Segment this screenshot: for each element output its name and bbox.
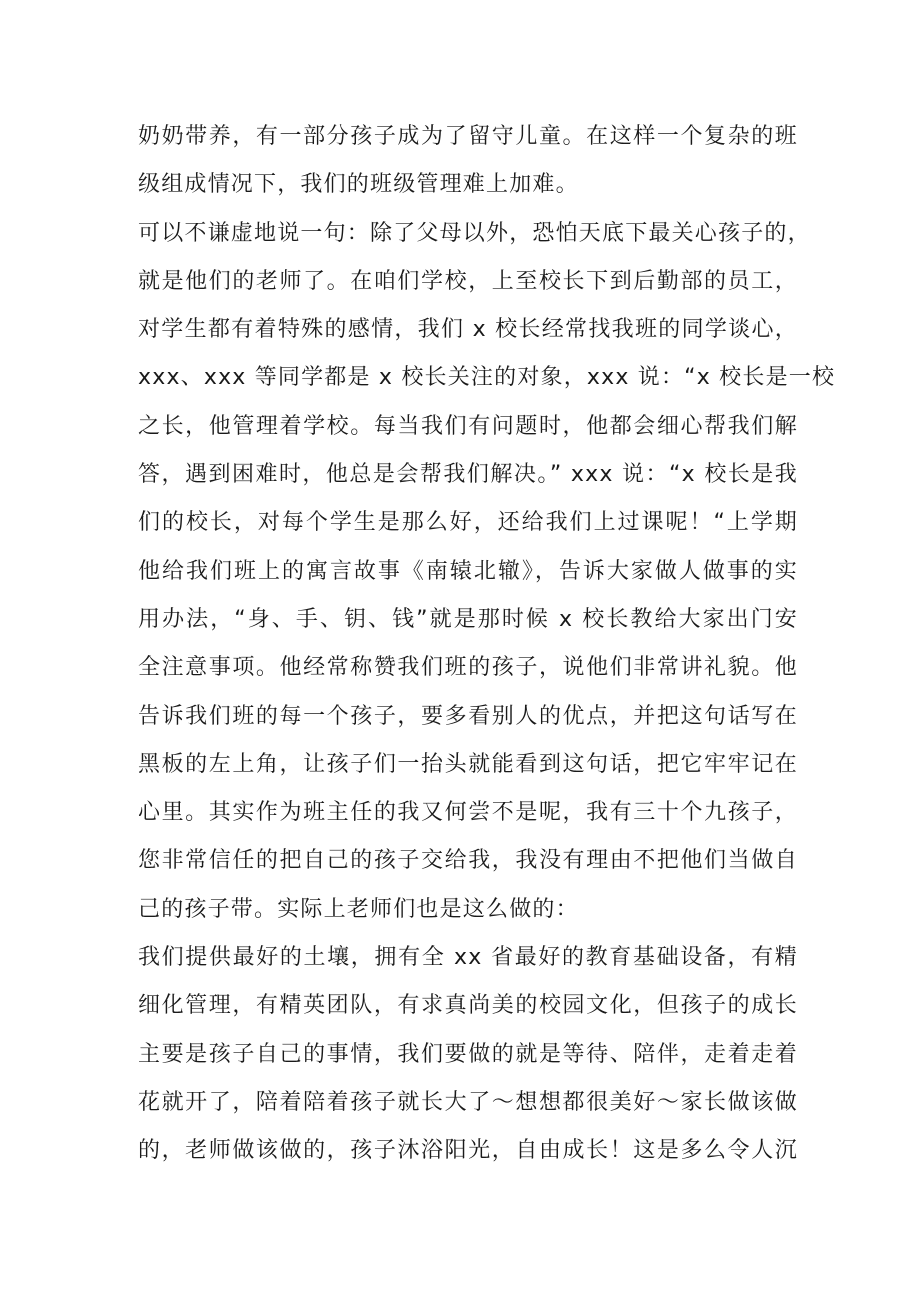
text-line: 答，遇到困难时，他总是会帮我们解决。” xxx 说：“x 校长是我 xyxy=(138,462,798,488)
text-line: 用办法，“身、手、钥、钱”就是那时候 x 校长教给大家出门安 xyxy=(138,606,798,632)
text-line: 他给我们班上的寓言故事《南辕北辙》，告诉大家做人做事的实 xyxy=(138,558,798,584)
text-line: 我们提供最好的土壤，拥有全 xx 省最好的教育基础设备，有精 xyxy=(138,945,798,971)
text-line: 细化管理，有精英团队，有求真尚美的校园文化，但孩子的成长 xyxy=(138,993,798,1019)
text-line: 主要是孩子自己的事情，我们要做的就是等待、陪伴，走着走着 xyxy=(138,1041,798,1067)
text-line: 告诉我们班的每一个孩子，要多看别人的优点，并把这句话写在 xyxy=(138,703,798,729)
text-line: 对学生都有着特殊的感情，我们 x 校长经常找我班的同学谈心， xyxy=(138,317,798,343)
text-line: 您非常信任的把自己的孩子交给我，我没有理由不把他们当做自 xyxy=(138,848,798,874)
text-line: 心里。其实作为班主任的我又何尝不是呢，我有三十个九孩子， xyxy=(138,800,798,826)
text-line: 可以不谦虚地说一句：除了父母以外，恐怕天底下最关心孩子的， xyxy=(138,220,811,246)
text-line: 的，老师做该做的，孩子沐浴阳光，自由成长！这是多么令人沉 xyxy=(138,1138,798,1164)
text-line: 们的校长，对每个学生是那么好，还给我们上过课呢！“上学期 xyxy=(138,510,798,536)
text-line: 黑板的左上角，让孩子们一抬头就能看到这句话，把它牢牢记在 xyxy=(138,751,798,777)
text-line: 花就开了，陪着陪着孩子就长大了～想想都很美好～家长做该做 xyxy=(138,1089,798,1115)
text-line: 全注意事项。他经常称赞我们班的孩子，说他们非常讲礼貌。他 xyxy=(138,655,798,681)
text-line: 级组成情况下，我们的班级管理难上加难。 xyxy=(138,172,579,198)
text-line: 就是他们的老师了。在咱们学校，上至校长下到后勤部的员工， xyxy=(138,268,798,294)
text-line: 之长，他管理着学校。每当我们有问题时，他都会细心帮我们解 xyxy=(138,413,798,439)
text-line: 己的孩子带。实际上老师们也是这么做的： xyxy=(138,896,579,922)
text-line: xxx、xxx 等同学都是 x 校长关注的对象，xxx 说：“x 校长是一校 xyxy=(138,365,836,391)
body-text xyxy=(138,113,836,1176)
text-line: 奶奶带养，有一部分孩子成为了留守儿童。在这样一个复杂的班 xyxy=(138,124,798,149)
